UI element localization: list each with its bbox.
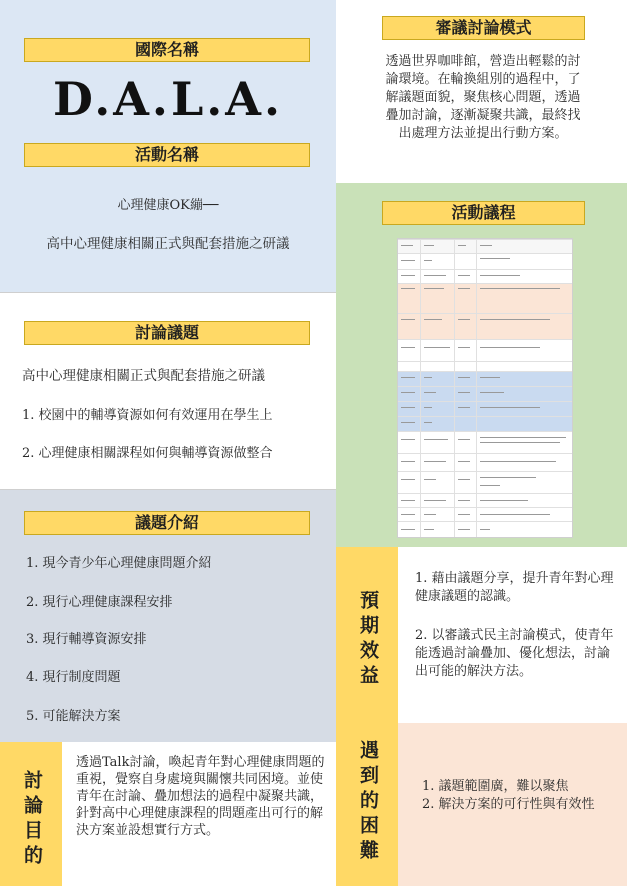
agenda-col-divider (420, 239, 421, 537)
topic-intro-item: 4. 現行制度問題 (26, 670, 121, 685)
topic-intro-label: 議題介紹 (24, 511, 310, 535)
agenda-label: 活動議程 (382, 201, 585, 225)
topic-intro-item: 1. 現今青少年心理健康問題介紹 (26, 556, 212, 571)
agenda-row (398, 521, 572, 539)
discussion-topic-lead: 高中心理健康相關正式與配套措施之研議 (22, 368, 265, 384)
agenda-row (398, 313, 572, 339)
agenda-row (398, 453, 572, 471)
agenda-table-thumbnail (397, 238, 573, 538)
agenda-row (398, 361, 572, 371)
purpose-label: 討論目的 (21, 770, 43, 870)
purpose-text: 透過Talk討論，喚起青年對心理健康問題的重視，覺察自身處境與關懷共同困境。並使青年在討論、疊加想法的過程中凝聚共識，針對高中心理健康課程的問題產出可行的解決方案並設想實行方式。 (76, 755, 325, 838)
difficulty-label: 遇到的困難 (357, 740, 379, 865)
deliberation-label: 審議討論模式 (382, 16, 585, 40)
agenda-row (398, 401, 572, 416)
agenda-col-divider (476, 239, 477, 537)
benefit-label: 預期效益 (357, 590, 379, 690)
discussion-topic-item: 1. 校園中的輔導資源如何有效運用在學生上 (22, 408, 273, 423)
agenda-row (398, 269, 572, 283)
activity-name-label: 活動名稱 (24, 143, 310, 167)
activity-title: 高中心理健康相關正式與配套措施之研議 (46, 236, 290, 252)
difficulty-item: 1. 議題範圍廣，難以聚焦 (422, 779, 569, 794)
discussion-topic-item: 2. 心理健康相關課程如何與輔導資源做整合 (22, 446, 273, 461)
topic-intro-item: 5. 可能解決方案 (26, 709, 121, 724)
intl-name: D.A.L.A. (52, 72, 284, 126)
topic-intro-item: 3. 現行輔導資源安排 (26, 632, 147, 647)
agenda-row (398, 253, 572, 269)
agenda-row (398, 416, 572, 431)
agenda-row (398, 239, 572, 253)
agenda-row (398, 471, 572, 493)
topic-intro-item: 2. 現行心理健康課程安排 (26, 595, 173, 610)
agenda-row (398, 371, 572, 386)
difficulty-item: 2. 解決方案的可行性與有效性 (422, 797, 595, 812)
agenda-col-divider (454, 239, 455, 537)
intl-name-label: 國際名稱 (24, 38, 310, 62)
agenda-row (398, 339, 572, 361)
benefit-item: 1. 藉由議題分享，提升青年對心理健康議題的認識。 (415, 571, 614, 604)
benefit-item: 2. 以審議式民主討論模式，使青年能透過討論疊加、優化想法，討論出可能的解決方法。 (415, 628, 614, 679)
deliberation-text: 透過世界咖啡館，營造出輕鬆的討論環境。在輪換組別的過程中，了解議題面貌，聚焦核心問題，透過疊加討論，逐漸凝聚共識，最終找出處理方法並提出行動方案。 (385, 54, 581, 141)
discussion-topic-label: 討論議題 (24, 321, 310, 345)
activity-subtitle: 心理健康OK繃── (117, 198, 219, 213)
agenda-row (398, 386, 572, 401)
